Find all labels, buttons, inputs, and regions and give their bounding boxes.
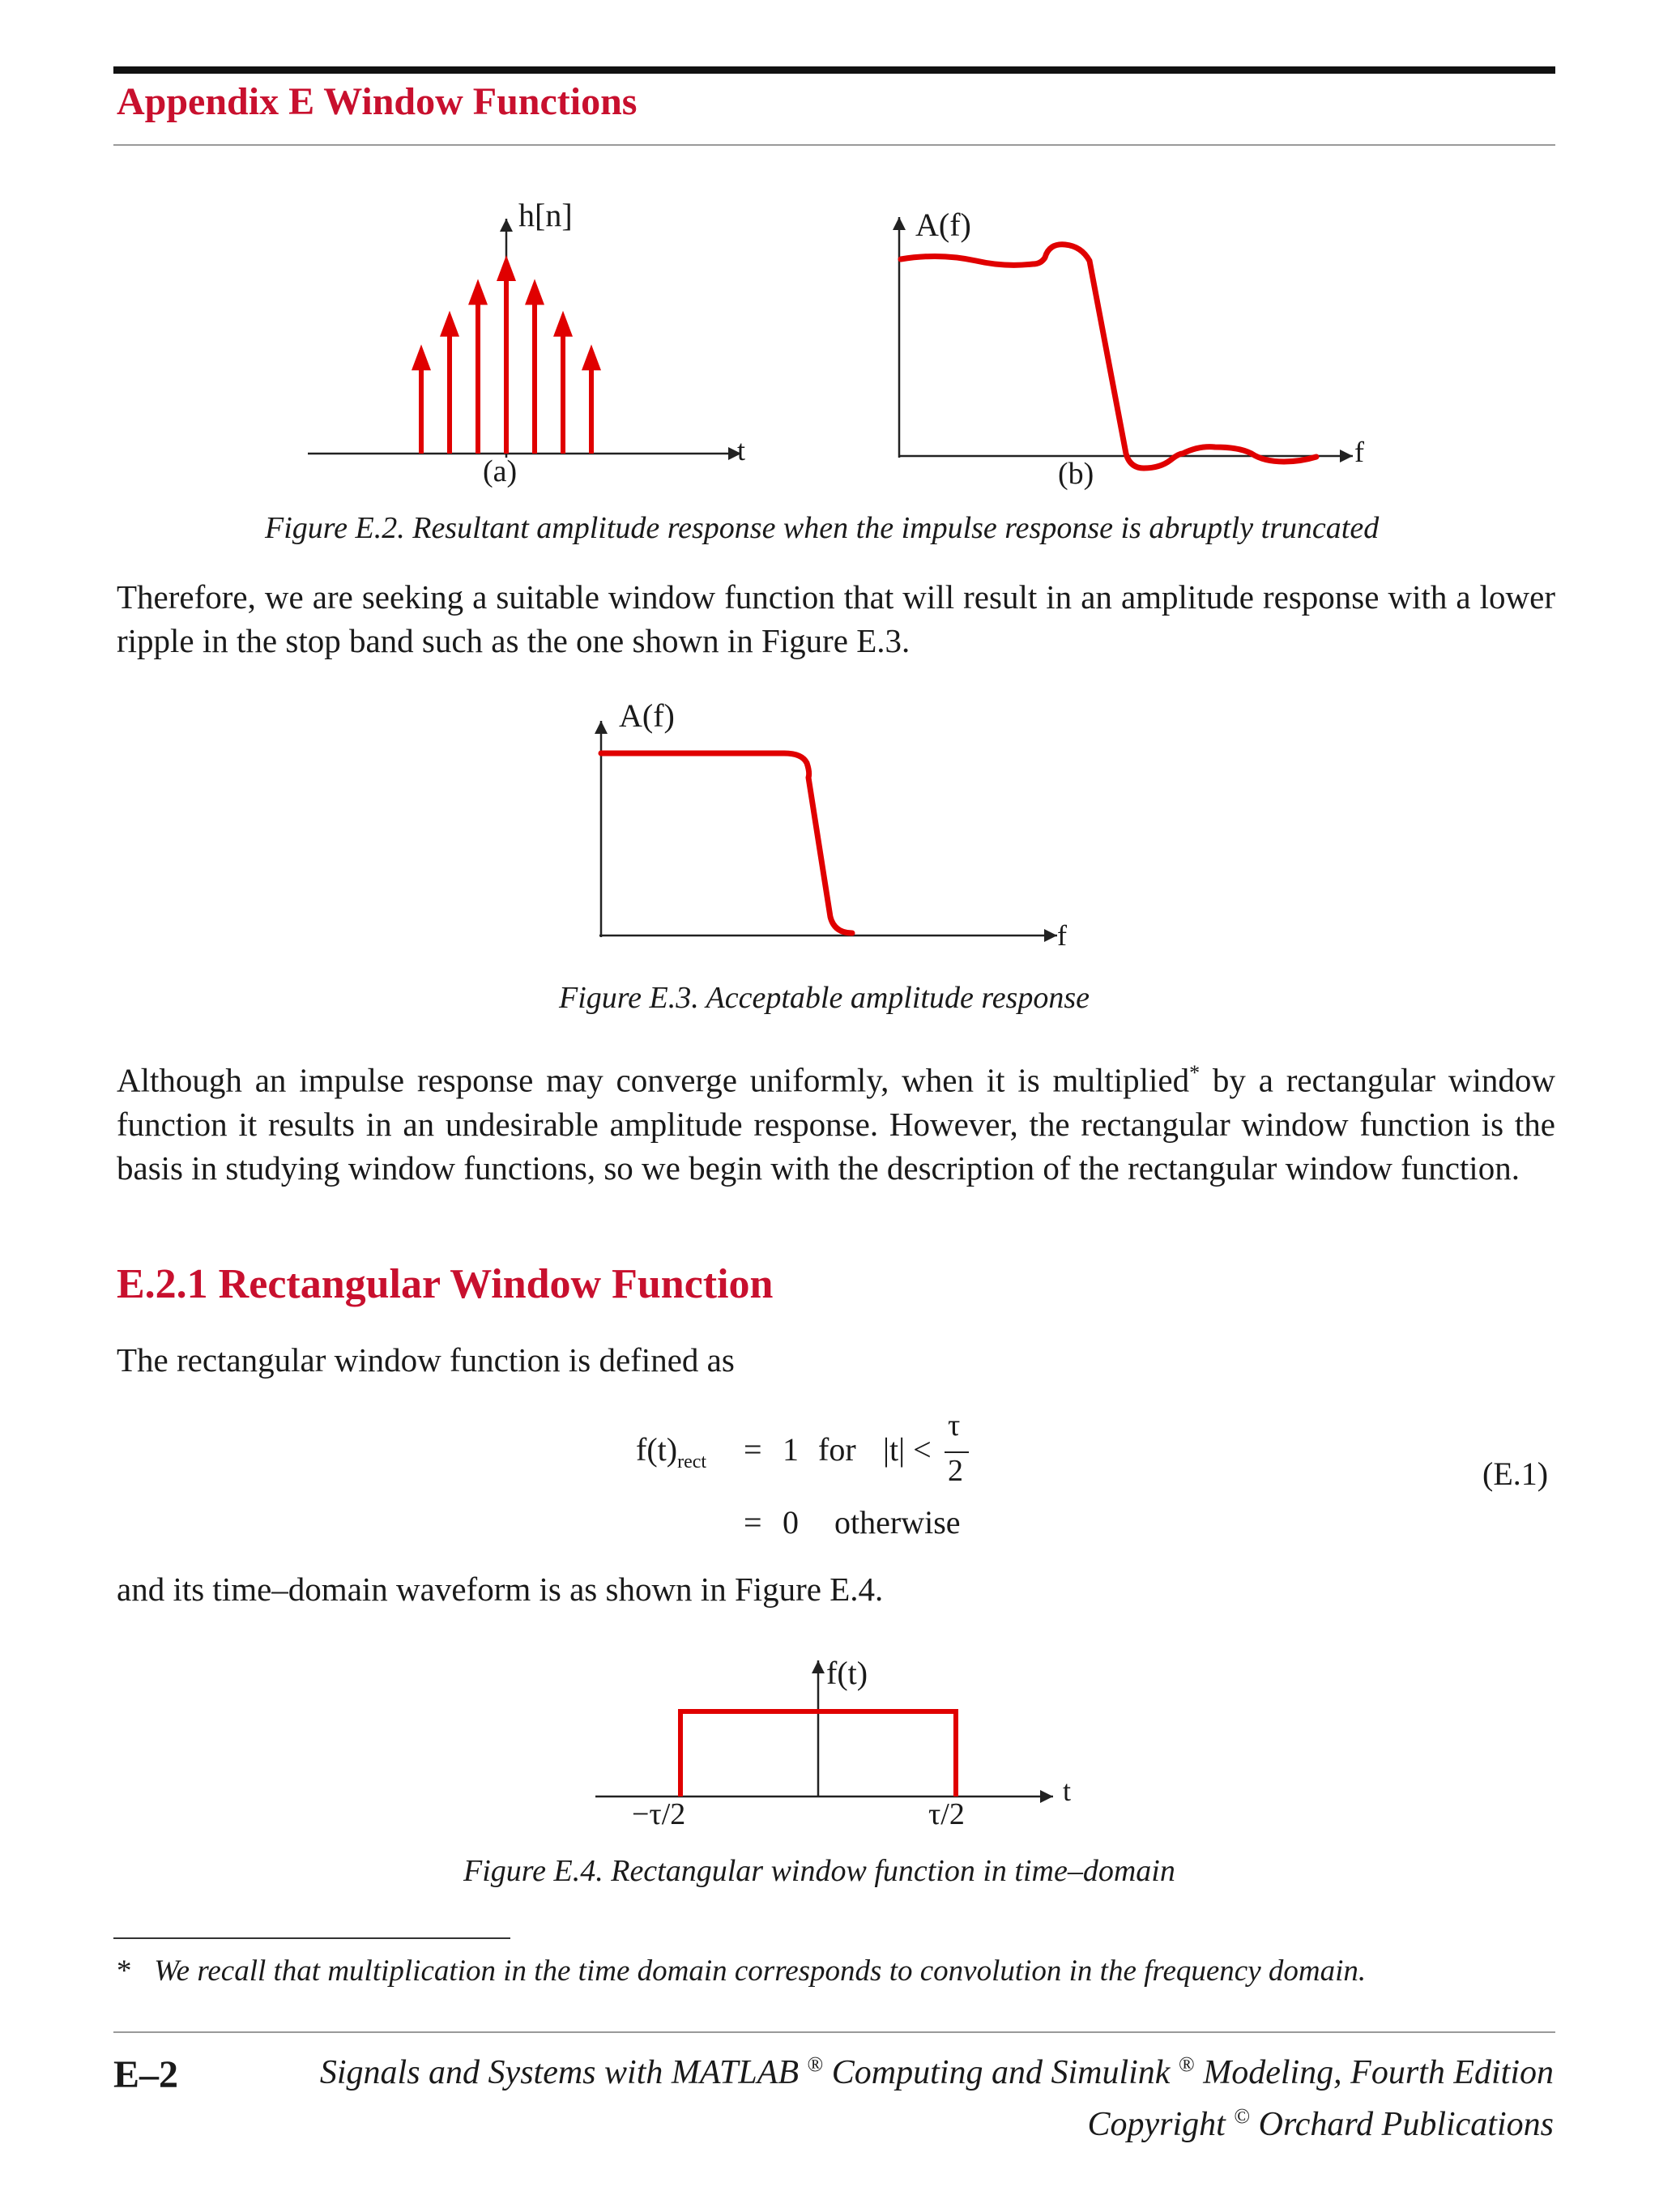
paragraph-3: The rectangular window function is defined as bbox=[117, 1341, 735, 1379]
label-f-e3: f bbox=[1057, 919, 1067, 952]
label-t-e4: t bbox=[1063, 1775, 1072, 1807]
footer-book-part1: Signals and Systems with MATLAB bbox=[319, 2054, 799, 2091]
page-number: E–2 bbox=[113, 2053, 179, 2096]
equation-line1-val: 1 bbox=[783, 1431, 799, 1468]
acceptable-response-curve bbox=[601, 753, 852, 933]
footer-reg-1: ® bbox=[807, 2052, 824, 2076]
label-a: (a) bbox=[483, 454, 518, 488]
equation-line1-cond: |t| < bbox=[883, 1431, 932, 1468]
footer-book-title bbox=[320, 2052, 1554, 2092]
equation-line2-eq: = bbox=[744, 1504, 762, 1541]
footer-divider bbox=[113, 2031, 1555, 2033]
equation-lhs bbox=[636, 1430, 706, 1473]
paragraph-2-part1: Although an impulse response may converge uniformly, when it is multiplied bbox=[117, 1061, 1190, 1099]
footer-copy-symbol: © bbox=[1234, 2104, 1251, 2128]
figure-e3 bbox=[0, 688, 1659, 1012]
equation-lhs-sub: rect bbox=[677, 1451, 707, 1473]
figure-e2-b bbox=[0, 0, 1659, 567]
footnote bbox=[117, 1954, 1366, 1988]
paragraph-2 bbox=[117, 1051, 1555, 1190]
equation-frac-num: τ bbox=[948, 1409, 961, 1443]
footer-copyright bbox=[1088, 2104, 1554, 2144]
figure-e4-caption: Figure E.4. Rectangular window function in time–domain bbox=[463, 1854, 1175, 1888]
equation-line2-text: otherwise bbox=[834, 1504, 961, 1541]
label-hn: h[n] bbox=[518, 197, 573, 233]
label-t-a: t bbox=[737, 434, 746, 467]
label-pos-tau: τ/2 bbox=[928, 1797, 965, 1831]
chapter-title: Appendix E Window Functions bbox=[117, 80, 638, 123]
equation-lhs-main: f(t) bbox=[636, 1431, 678, 1468]
footnote-text: We recall that multiplication in the time domain corresponds to convolution in the frequency domain. bbox=[154, 1954, 1367, 1988]
label-f-b: f bbox=[1354, 436, 1364, 468]
label-neg-tau: −τ/2 bbox=[632, 1797, 686, 1831]
footnote-marker: * bbox=[1189, 1061, 1201, 1085]
paragraph-2-part2: by a rectangular window function it results in an undesirable amplitude response. However, the rectangular window function is the basis in studying window functions, so we begin with the description of the rectangular window function. bbox=[117, 1061, 1555, 1187]
equation-frac-den: 2 bbox=[948, 1454, 963, 1488]
footer-book-part3: Modeling, Fourth Edition bbox=[1194, 2054, 1554, 2091]
label-b: (b) bbox=[1058, 457, 1094, 491]
paragraph-1: Therefore, we are seeking a suitable window function that will result in an amplitude response with a lower ripple in the stop band such as the one shown in Figure E.3. bbox=[117, 578, 1555, 659]
figure-e2-caption: Figure E.2. Resultant amplitude response when the impulse response is abruptly truncated bbox=[265, 511, 1380, 545]
footnote-rule bbox=[113, 1937, 510, 1939]
label-ft-e4: f(t) bbox=[826, 1655, 868, 1691]
label-af-e3: A(f) bbox=[619, 697, 675, 734]
equation-line1-for: for bbox=[818, 1431, 856, 1468]
rippled-response-curve bbox=[901, 245, 1316, 468]
footnote-star: * bbox=[117, 1954, 132, 1988]
equation-number: (E.1) bbox=[1482, 1455, 1549, 1492]
footer-copyright-part1: Copyright bbox=[1087, 2106, 1226, 2143]
label-af-b: A(f) bbox=[915, 207, 971, 243]
section-heading: E.2.1 Rectangular Window Function bbox=[117, 1261, 774, 1307]
paragraph-4: and its time–domain waveform is as shown in Figure E.4. bbox=[117, 1571, 884, 1608]
footer-reg-2: ® bbox=[1178, 2052, 1195, 2076]
figure-e3-caption: Figure E.3. Acceptable amplitude response bbox=[559, 981, 1090, 1015]
footer-copyright-part2: Orchard Publications bbox=[1250, 2106, 1554, 2143]
equation-line2-val: 0 bbox=[783, 1504, 799, 1541]
equation-line1-eq: = bbox=[744, 1431, 762, 1468]
footer-book-part2: Computing and Simulink bbox=[823, 2054, 1171, 2091]
